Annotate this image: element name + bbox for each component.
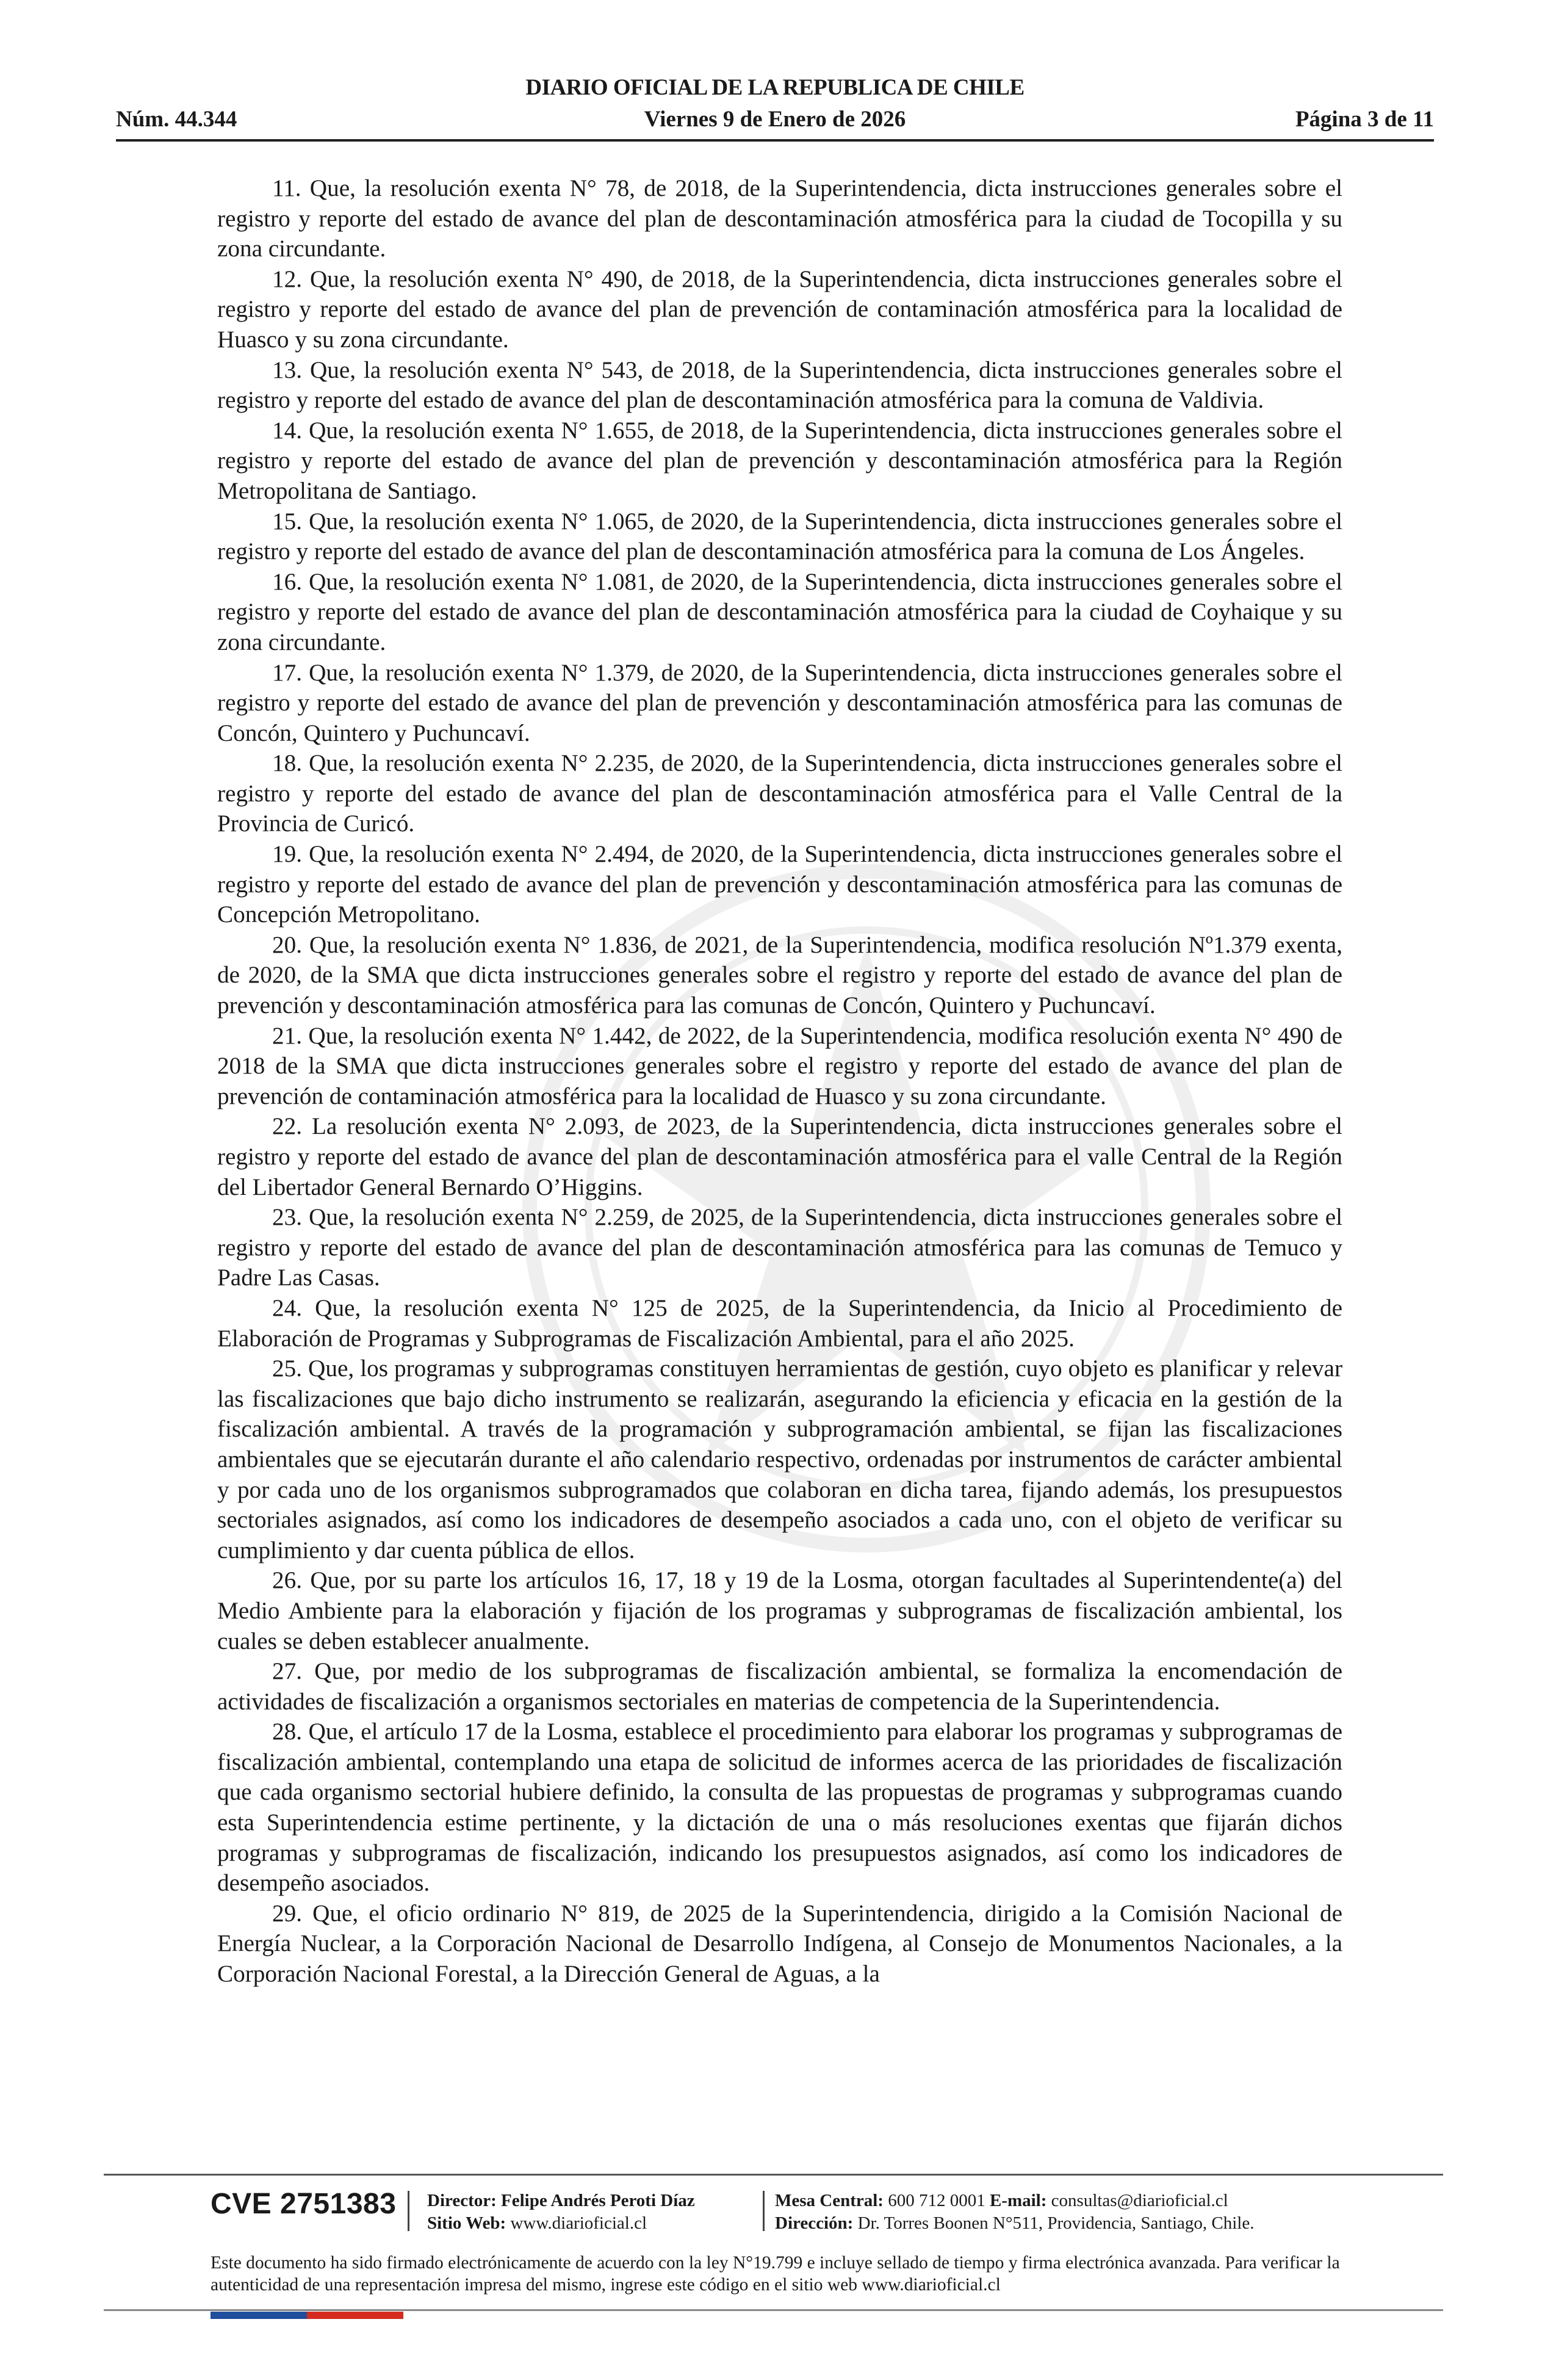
paragraph-21: 21. Que, la resolución exenta N° 1.442, de 2022, de la Superintendencia, modifica resolución exenta N° 490 de 2018 de la SMA que dicta instrucciones generales sobre el registro y reporte del estado de avance del plan de prevención de contaminación atmosférica para la localidad de Huasco y su zona circundante.: [217, 1022, 1342, 1109]
paragraph-16: 16. Que, la resolución exenta N° 1.081, de 2020, de la Superintendencia, dicta instrucciones generales sobre el registro y reporte del estado de avance del plan de descontaminación atmosférica para la ciudad de Coyhaique y su zona circundante.: [217, 568, 1342, 655]
paragraph-13: 13. Que, la resolución exenta N° 543, de 2018, de la Superintendencia, dicta instrucciones generales sobre el registro y reporte del estado de avance del plan de descontaminación atmosférica para la comuna de Valdivia.: [217, 356, 1342, 414]
paragraph-11: 11. Que, la resolución exenta N° 78, de 2018, de la Superintendencia, dicta instrucciones generales sobre el registro y reporte del estado de avance del plan de descontaminación atmosférica para la ciudad de Tocopilla y su zona circundante.: [217, 175, 1342, 262]
paragraph-15: 15. Que, la resolución exenta N° 1.065, de 2020, de la Superintendencia, dicta instrucciones generales sobre el registro y reporte del estado de avance del plan de descontaminación atmosférica para la comuna de Los Ángeles.: [217, 508, 1342, 565]
email-link[interactable]: consultas@diarioficial.cl: [1051, 2191, 1228, 2210]
web-label: Sitio Web:: [427, 2213, 506, 2233]
paragraph-27: 27. Que, por medio de los subprogramas de fiscalización ambiental, se formaliza la encomendación de actividades de fiscalización a organismos sectoriales en materias de competencia de la Superintendencia.: [217, 1658, 1342, 1715]
header-divider: [116, 139, 1434, 142]
footer-divider-top: [104, 2174, 1443, 2176]
mesa-label: Mesa Central:: [775, 2191, 884, 2210]
director-name: Felipe Andrés Peroti Díaz: [501, 2191, 695, 2210]
cve-code: CVE 2751383: [211, 2188, 397, 2220]
paragraph-18: 18. Que, la resolución exenta N° 2.235, de 2020, de la Superintendencia, dicta instrucciones generales sobre el registro y reporte del estado de avance del plan de descontaminación atmosférica para el Valle Central de la Provincia de Curicó.: [217, 750, 1342, 837]
paragraph-26: 26. Que, por su parte los artículos 16, 17, 18 y 19 de la Losma, otorgan facultades al Superintendente(a) del Medio Ambiente para la elaboración y fijación de los programas y subprogramas de fiscalización ambiental, los cuales se deben establecer anualmente.: [217, 1567, 1342, 1654]
paragraph-20: 20. Que, la resolución exenta N° 1.836, de 2021, de la Superintendencia, modifica resolución Nº1.379 exenta, de 2020, de la SMA que dicta instrucciones generales sobre el registro y reporte del estado de avance del plan de prevención y descontaminación atmosférica para las comunas de Concón, Quintero y Puchuncaví.: [217, 931, 1342, 1019]
paragraph-17: 17. Que, la resolución exenta N° 1.379, de 2020, de la Superintendencia, dicta instrucciones generales sobre el registro y reporte del estado de avance del plan de prevención y descontaminación atmosférica para las comunas de Concón, Quintero y Puchuncaví.: [217, 659, 1342, 746]
mesa-phone: 600 712 0001: [888, 2191, 985, 2210]
document-body: [217, 173, 1342, 1989]
footer-separator: [408, 2191, 409, 2231]
footer-contact-block: [775, 2190, 1254, 2235]
paragraph-22: 22. La resolución exenta N° 2.093, de 2023, de la Superintendencia, dicta instrucciones generales sobre el registro y reporte del estado de avance del plan de descontaminación atmosférica para el valle Central de la Región del Libertador General Bernardo O’Higgins.: [217, 1113, 1342, 1200]
address-label: Dirección:: [775, 2213, 854, 2233]
web-link[interactable]: www.diarioficial.cl: [510, 2213, 647, 2233]
page-indicator: Página 3 de 11: [1295, 107, 1434, 132]
flag-stripe-blue: [211, 2312, 307, 2319]
director-label: Director:: [427, 2191, 497, 2210]
paragraph-28: 28. Que, el artículo 17 de la Losma, establece el procedimiento para elaborar los programas y subprogramas de fiscalización ambiental, contemplando una etapa de solicitud de informes acerca de las prioridades de fiscalización que cada organismo sectorial hubiere definido, la consulta de las propuestas de programas y subprogramas cuando esta Superintendencia estime pertinente, y la dictación de una o más resoluciones exentas que fijarán dichos programas y subprogramas de fiscalización, indicando los presupuestos asignados, así como los indicadores de desempeño asociados.: [217, 1718, 1342, 1897]
paragraph-14: 14. Que, la resolución exenta N° 1.655, de 2018, de la Superintendencia, dicta instrucciones generales sobre el registro y reporte del estado de avance del plan de prevención y descontaminación atmosférica para la Región Metropolitana de Santiago.: [217, 417, 1342, 504]
paragraph-12: 12. Que, la resolución exenta N° 490, de 2018, de la Superintendencia, dicta instrucciones generales sobre el registro y reporte del estado de avance del plan de prevención de contaminación atmosférica para la localidad de Huasco y su zona circundante.: [217, 265, 1342, 353]
paragraph-23: 23. Que, la resolución exenta N° 2.259, de 2025, de la Superintendencia, dicta instrucciones generales sobre el registro y reporte del estado de avance del plan de descontaminación atmosférica para las comunas de Temuco y Padre Las Casas.: [217, 1204, 1342, 1291]
email-label: E-mail:: [989, 2191, 1047, 2210]
footer-separator: [763, 2191, 765, 2231]
page-header: [116, 74, 1434, 148]
publication-date: Viernes 9 de Enero de 2026: [644, 107, 906, 132]
paragraph-19: 19. Que, la resolución exenta N° 2.494, de 2020, de la Superintendencia, dicta instrucciones generales sobre el registro y reporte del estado de avance del plan de prevención y descontaminación atmosférica para las comunas de Concepción Metropolitano.: [217, 841, 1342, 928]
paragraph-24: 24. Que, la resolución exenta N° 125 de 2025, de la Superintendencia, da Inicio al Procedimiento de Elaboración de Programas y Subprogramas de Fiscalización Ambiental, para el año 2025.: [217, 1294, 1342, 1352]
flag-stripe-red: [307, 2312, 403, 2319]
paragraph-25: 25. Que, los programas y subprogramas constituyen herramientas de gestión, cuyo objeto es planificar y relevar las fiscalizaciones que bajo dicho instrumento se realizarán, asegurando la eficiencia y eficacia en la gestión de la fiscalización ambiental. A través de la programación y subprogramación ambiental, se fijan las fiscalizaciones ambientales que se ejecutarán durante el año calendario respectivo, ordenadas por instrumentos de carácter ambiental y por cada uno de los organismos subprogramados que colaboran en dicha tarea, fijando además, los presupuestos sectoriales asignados, así como los indicadores de desempeño asociados a cada uno, con el objeto de verificar su cumplimiento y dar cuenta pública de ellos.: [217, 1355, 1342, 1563]
publication-title: DIARIO OFICIAL DE LA REPUBLICA DE CHILE: [525, 75, 1025, 100]
issue-number: Núm. 44.344: [116, 107, 237, 132]
paragraph-29: 29. Que, el oficio ordinario N° 819, de 2025 de la Superintendencia, dirigido a la Comisión Nacional de Energía Nuclear, a la Corporación Nacional de Desarrollo Indígena, al Consejo de Monumentos Nacionales, a la Corporación Nacional Forestal, a la Dirección General de Aguas, a la: [217, 1900, 1342, 1988]
footer-director-block: [427, 2190, 695, 2235]
signature-disclaimer: Este documento ha sido firmado electrónicamente de acuerdo con la ley N°19.799 e incluye sellado de tiempo y firma electrónica avanzada. Para verificar la autenticidad de una representación impresa del mismo, ingrese este código en el sitio web www.diarioficial.cl: [211, 2253, 1340, 2295]
address-value: Dr. Torres Boonen N°511, Providencia, Santiago, Chile.: [857, 2213, 1255, 2233]
footer-divider-bottom: [104, 2309, 1443, 2311]
